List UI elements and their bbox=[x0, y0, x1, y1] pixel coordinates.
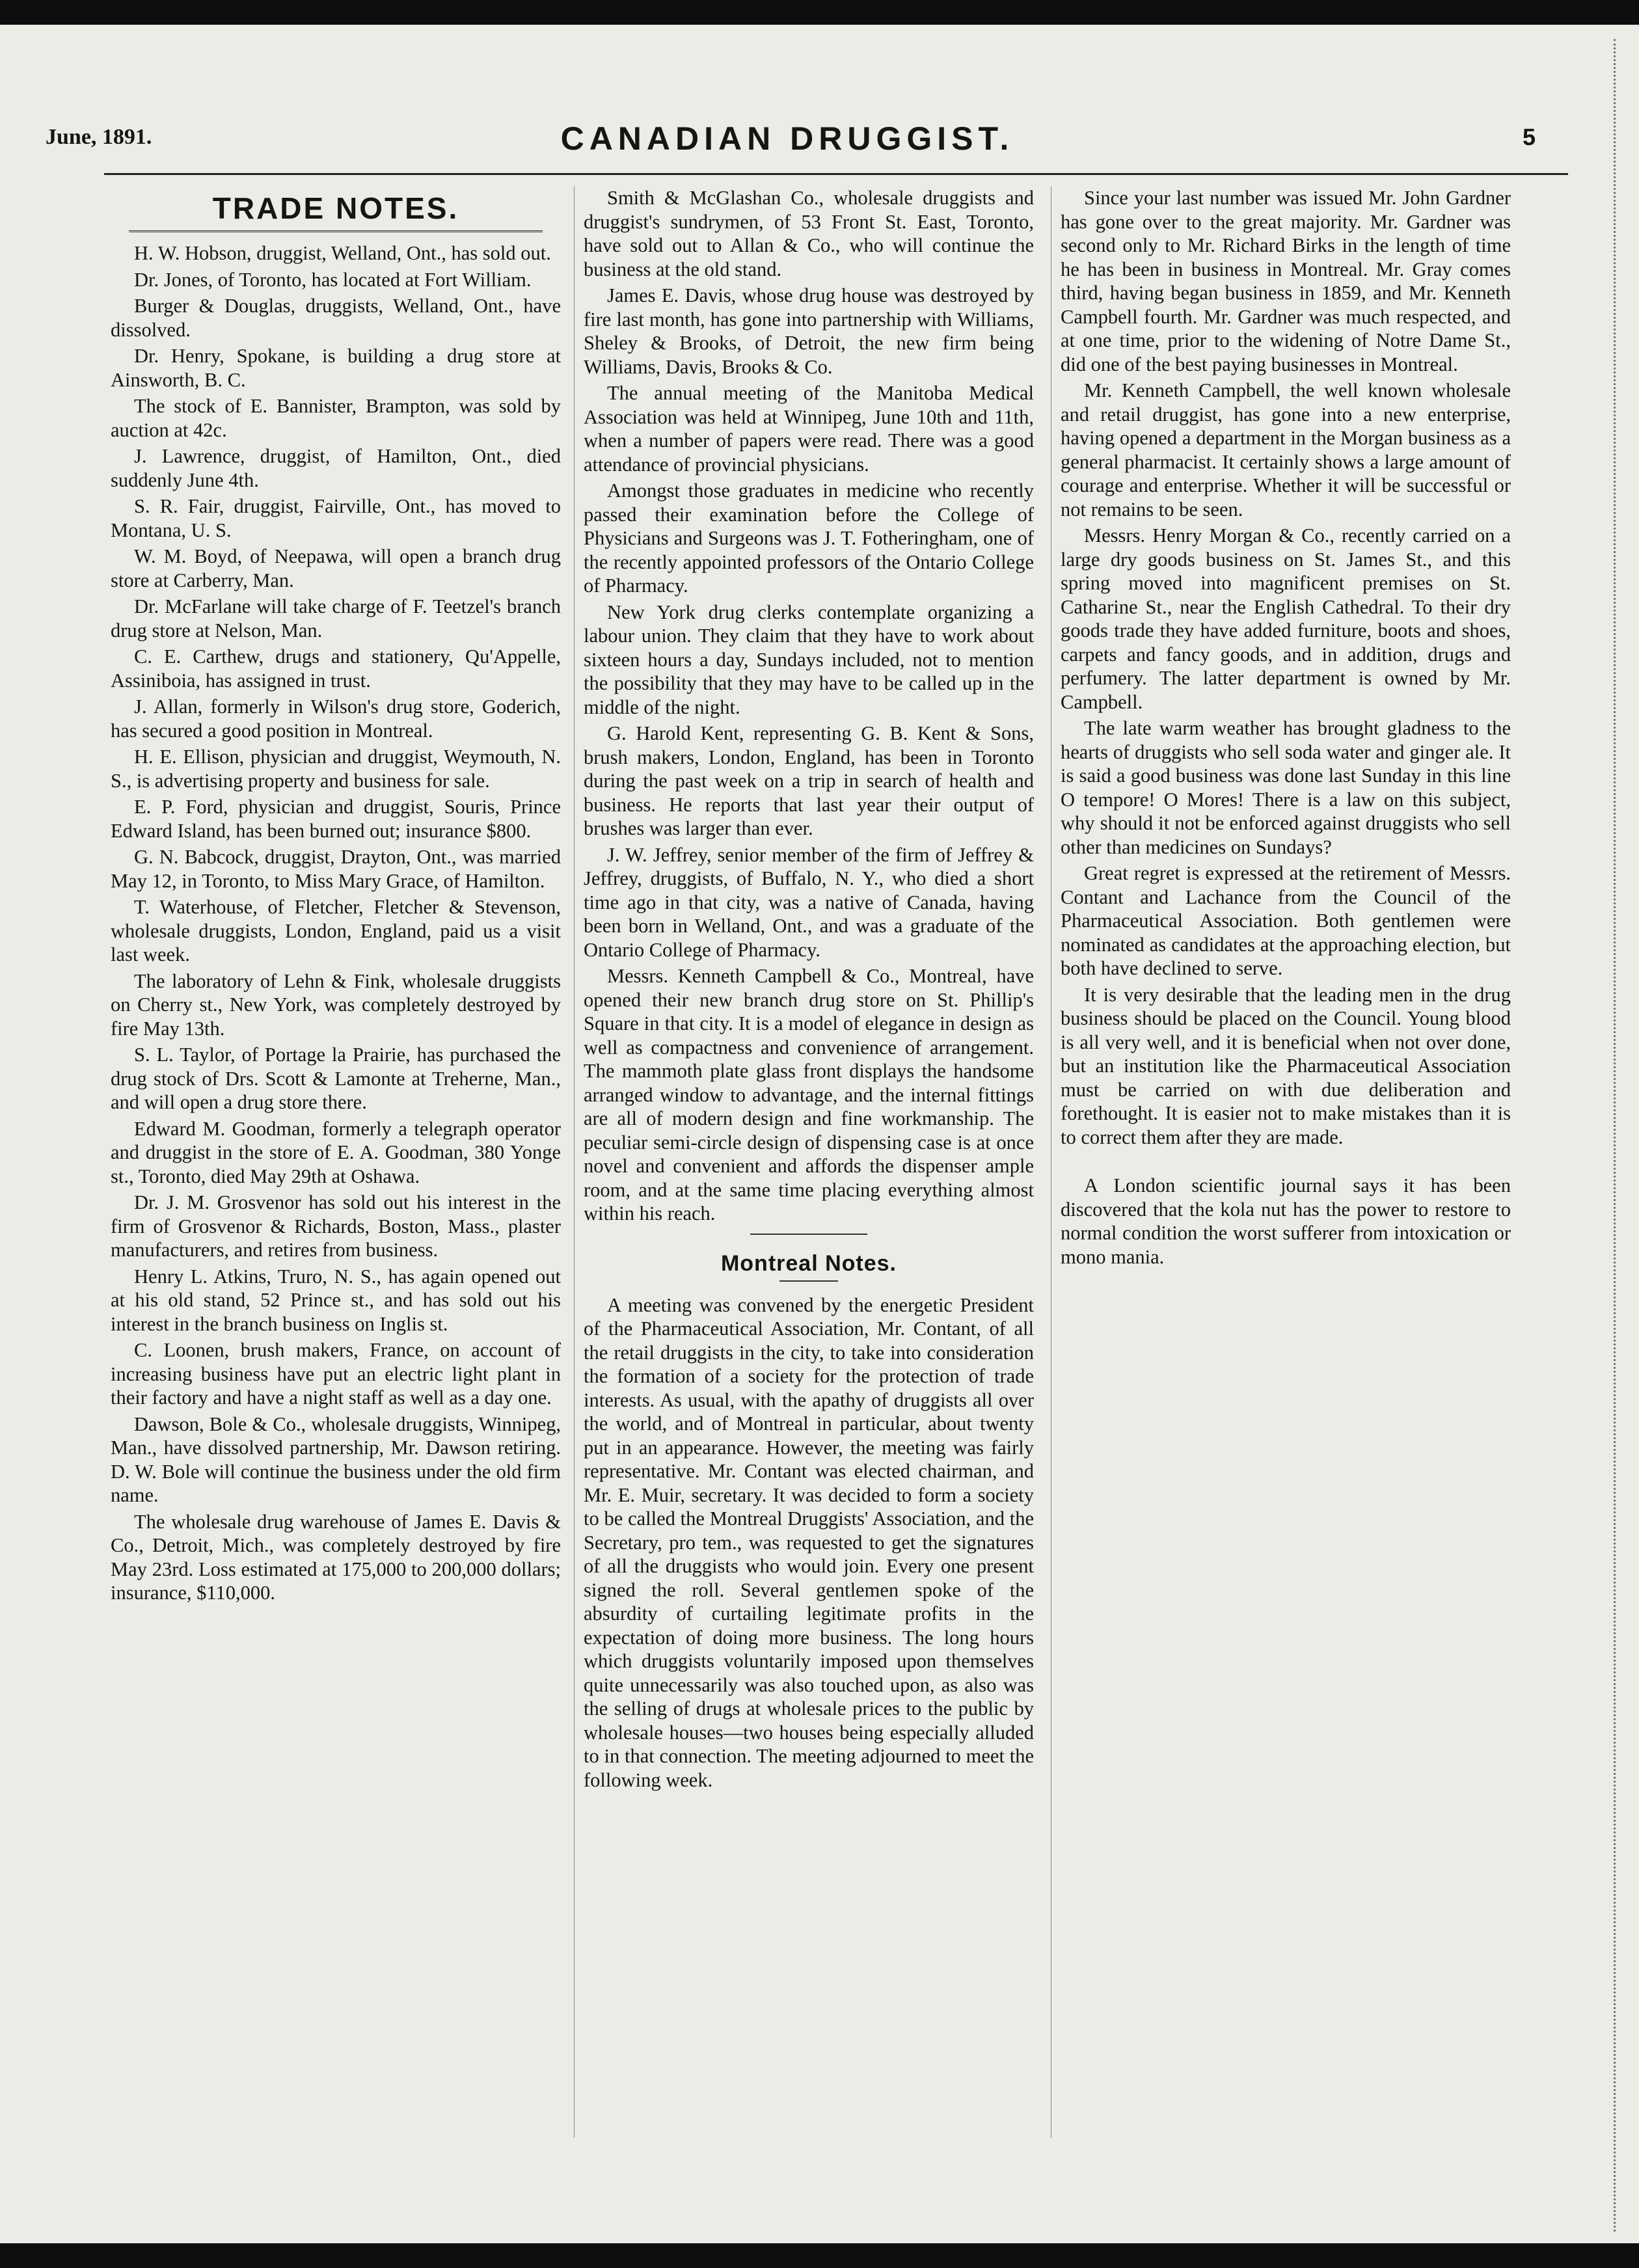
trade-note: Smith & McGlashan Co., wholesale druggists and druggist's sundrymen, of 53 Front St. East, Toronto, have sold out to Allan & Co., who will continue the business at the old stand. bbox=[584, 187, 1034, 280]
page-header bbox=[39, 116, 1536, 161]
trade-note: J. Allan, formerly in Wilson's drug store, Goderich, has secured a good position in Montreal. bbox=[111, 695, 561, 742]
scan-edge-right bbox=[1614, 39, 1622, 2232]
trade-note: Dawson, Bole & Co., wholesale druggists, Winnipeg, Man., have dissolved partnership, Mr. Dawson retiring. D. W. Bole will continue the business under the old firm name. bbox=[111, 1412, 561, 1506]
trade-note: Edward M. Goodman, formerly a telegraph operator and druggist in the store of E. A. Goodman, 380 Yonge st., Toronto, died May 29th at Oshawa. bbox=[111, 1117, 561, 1187]
trade-note: Dr. Henry, Spokane, is building a drug store at Ainsworth, B. C. bbox=[111, 345, 561, 391]
title-rule bbox=[779, 1280, 838, 1282]
trade-note: The laboratory of Lehn & Fink, wholesale druggists on Cherry st., New York, was completely destroyed by fire May 13th. bbox=[111, 969, 561, 1040]
trade-note: Dr. McFarlane will take charge of F. Teetzel's branch drug store at Nelson, Man. bbox=[111, 595, 561, 641]
column-2 bbox=[584, 186, 1034, 2157]
scan-border-top bbox=[0, 0, 1639, 25]
trade-note: H. W. Hobson, druggist, Welland, Ont., has sold out. bbox=[134, 242, 551, 264]
trade-note: J. W. Jeffrey, senior member of the firm of Jeffrey & Jeffrey, druggists, of Buffalo, N. Y., who died a short time ago in that city, was a native of Canada, having been born in Welland, Ont., and was a graduate of the Ontario College of Pharmacy. bbox=[584, 843, 1034, 961]
column-divider bbox=[574, 186, 575, 2138]
trade-note: Amongst those graduates in medicine who recently passed their examination before the College of Physicians and Surgeons was J. T. Fotheringham, one of the recently appointed professors of the Ontario College of Pharmacy. bbox=[584, 479, 1034, 597]
montreal-note: Since your last number was issued Mr. John Gardner has gone over to the great majority. Mr. Gardner was second only to Mr. Richard Birks in the length of time he has been in business in Montreal. Mr. Gray comes third, having began business in 1859, and Mr. Kenneth Campbell fourth. Mr. Gardner was much respected, and at one time, prior to the widening of Notre Dame St., did one of the best paying businesses in Montreal. bbox=[1061, 187, 1511, 375]
trade-note: S. R. Fair, druggist, Fairville, Ont., has moved to Montana, U. S. bbox=[111, 495, 561, 541]
trade-note: C. E. Carthew, drugs and stationery, Qu'Appelle, Assiniboia, has assigned in trust. bbox=[111, 645, 561, 692]
trade-note: New York drug clerks contemplate organizing a labour union. They claim that they have to work about sixteen hours a day, Sundays included, not to mention the possibility that they may have to be called up in the middle of the night. bbox=[584, 601, 1034, 718]
trade-note: E. P. Ford, physician and druggist, Souris, Prince Edward Island, has been burned out; insurance $800. bbox=[111, 796, 561, 842]
paragraph-gap bbox=[1061, 1152, 1511, 1174]
trade-note: James E. Davis, whose drug house was destroyed by fire last month, has gone into partnership with Williams, Sheley & Brooks, of Detroit, the new firm being Williams, Davis, Brooks & Co. bbox=[584, 284, 1034, 378]
montreal-note: It is very desirable that the leading men in the drug business should be placed on the Council. Young blood is all very well, and it is beneficial when not over done, but an institution like the Pharmaceutical Association must be carried on with due deliberation and forethought. It is easier not to make mistakes than it is to correct them after they are made. bbox=[1061, 983, 1511, 1148]
column-3 bbox=[1061, 186, 1511, 2157]
montreal-note: The late warm weather has brought gladness to the hearts of druggists who sell soda water and ginger ale. It is said a good business was done last Sunday in this line O tempore! O Mores! There is a law on this subject, why should it not be enforced against druggists who sell other than medicines on Sundays? bbox=[1061, 717, 1511, 858]
trade-note: H. E. Ellison, physician and druggist, Weymouth, N. S., is advertising property and business for sale. bbox=[111, 746, 561, 792]
trade-notes-title: TRADE NOTES. bbox=[212, 191, 459, 225]
masthead-title: CANADIAN DRUGGIST. bbox=[560, 120, 1014, 157]
trade-note: Dr. J. M. Grosvenor has sold out his interest in the firm of Grosvenor & Richards, Boston, Mass., plaster manufacturers, and retires from business. bbox=[111, 1191, 561, 1261]
trade-note: G. N. Babcock, druggist, Drayton, Ont., was married May 12, in Toronto, to Miss Mary Grace, of Hamilton. bbox=[111, 846, 561, 892]
trade-note: The annual meeting of the Manitoba Medical Association was held at Winnipeg, June 10th and 11th, when a number of papers were read. There was a good attendance of provincial physicians. bbox=[584, 382, 1034, 476]
trade-note: T. Waterhouse, of Fletcher, Fletcher & Stevenson, wholesale druggists, London, England, paid us a visit last week. bbox=[111, 896, 561, 965]
montreal-note: A meeting was convened by the energetic President of the Pharmaceutical Association, Mr. Contant, of all the retail druggists in the city, to take into consideration the formation of a society for the protection of trade interests. As usual, with the apathy of druggists all over the world, and of Montreal in particular, about twenty put in an appearance. However, the meeting was fairly representative. Mr. Contant was elected chairman, and Mr. E. Muir, secretary. It was decided to form a society to be called the Montreal Druggists' Association, and the Secretary, pro tem., was requested to get the signatures of all the druggists who would join. Every one present signed the roll. Several gentlemen spoke of the absurdity of curtailing legitimate profits in the expectation of doing more business. The long hours which druggists voluntarily imposed upon themselves quite unnecessarily was also touched upon, as also was the selling of drugs at wholesale prices to the public by wholesale houses—two houses being especially alluded to in that connection. The meeting adjourned to meet the following week. bbox=[584, 1293, 1034, 1791]
trade-note: The wholesale drug warehouse of James E. Davis & Co., Detroit, Mich., was completely destroyed by fire May 23rd. Loss estimated at 175,000 to 200,000 dollars; insurance, $110,000. bbox=[111, 1510, 561, 1604]
montreal-note: Messrs. Henry Morgan & Co., recently carried on a large dry goods business on St. James St., and this spring moved into magnificent premises on St. Catharine St., near the English Cathedral. To their dry goods trade they have added furniture, boots and shoes, carpets and fancy goods, and in addition, drugs and perfumery. The latter department is owned by Mr. Campbell. bbox=[1061, 524, 1511, 713]
trade-note: G. Harold Kent, representing G. B. Kent & Sons, brush makers, London, England, has been in Toronto during the past week on a trip in search of health and business. He reports that last year their output of brushes was larger than ever. bbox=[584, 722, 1034, 839]
montreal-note: Great regret is expressed at the retirement of Messrs. Contant and Lachance from the Council of the Pharmaceutical Association. Both gentlemen were nominated as candidates at the approaching election, but both have declined to serve. bbox=[1061, 862, 1511, 979]
title-rule bbox=[129, 230, 543, 232]
trade-note: W. M. Boyd, of Neepawa, will open a branch drug store at Carberry, Man. bbox=[111, 545, 561, 591]
montreal-note: A London scientific journal says it has been discovered that the kola nut has the power to restore to normal condition the worst sufferer from intoxication or mono mania. bbox=[1061, 1174, 1511, 1268]
scan-border-bottom bbox=[0, 2243, 1639, 2268]
trade-note: S. L. Taylor, of Portage la Prairie, has purchased the drug stock of Drs. Scott & Lamonte at Treherne, Man., and will open a drug store there. bbox=[111, 1044, 561, 1113]
montreal-notes-title: Montreal Notes. bbox=[720, 1250, 897, 1276]
header-rule bbox=[104, 173, 1568, 175]
issue-date: June, 1891. bbox=[46, 125, 152, 149]
trade-note: C. Loonen, brush makers, France, on account of increasing business have put an electric light plant in their factory and have a night staff as well as a day one. bbox=[111, 1339, 561, 1409]
trade-note: The stock of E. Bannister, Brampton, was sold by auction at 42c. bbox=[111, 395, 561, 441]
trade-note: Henry L. Atkins, Truro, N. S., has again opened out at his old stand, 52 Prince st., and has sold out his interest in the branch business on Inglis st. bbox=[111, 1265, 561, 1335]
page-number: 5 bbox=[1522, 124, 1536, 150]
trade-note: Messrs. Kenneth Campbell & Co., Montreal, have opened their new branch drug store on St. Phillip's Square in that city. It is a model of elegance in design as well as compactness and convenience of arrangement. The mammoth plate glass front displays the handsome arranged window to advantage, and the internal fittings are all of modern design and fine workmanship. The peculiar semi-circle design of dispensing case is at once novel and convenient and affords the dispenser ample room, and at the same time placing everything almost within his reach. bbox=[584, 965, 1034, 1224]
section-separator bbox=[750, 1234, 867, 1235]
trade-note: J. Lawrence, druggist, of Hamilton, Ont., died suddenly June 4th. bbox=[111, 445, 561, 491]
trade-note: Burger & Douglas, druggists, Welland, Ont., have dissolved. bbox=[111, 295, 561, 341]
column-1 bbox=[111, 186, 561, 2157]
montreal-note: Mr. Kenneth Campbell, the well known wholesale and retail druggist, has gone into a new enterprise, having opened a department in the Morgan business as a general pharmacist. It certainly shows a large amount of courage and enterprise. Whether it will be successful or not remains to be seen. bbox=[1061, 379, 1511, 520]
trade-note: Dr. Jones, of Toronto, has located at Fort William. bbox=[134, 268, 532, 291]
